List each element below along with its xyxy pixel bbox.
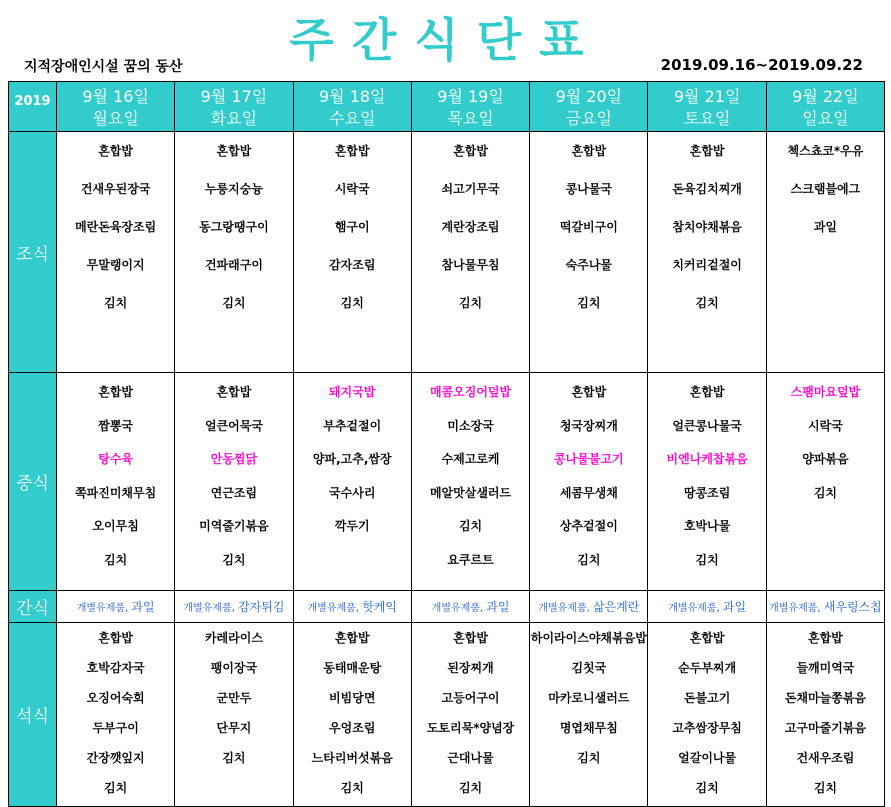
snack-prefix: 개별유제품, (668, 603, 720, 614)
lunch-row (9, 373, 885, 591)
menu-item: 돼지국밥 (329, 385, 376, 399)
menu-item: 스크램블에그 (790, 182, 861, 196)
dinner-cell (411, 623, 529, 807)
menu-item: 김치 (222, 296, 246, 310)
lunch-cell (293, 373, 411, 591)
menu-item: 혼합밥 (453, 631, 488, 645)
menu-item: 메알맛살샐러드 (429, 485, 512, 500)
menu-item: 김치 (340, 781, 364, 795)
breakfast-cell (766, 132, 884, 373)
snack-prefix: 개별유제품, (183, 603, 235, 614)
day-date: 9월 16일 (82, 86, 149, 106)
menu-item: 오징어숙회 (86, 691, 145, 705)
day-of-week: 목요일 (447, 108, 494, 128)
day-header (766, 82, 884, 132)
menu-item: 김치 (813, 485, 838, 500)
menu-item: 혼합밥 (571, 144, 607, 158)
menu-item: 참나물무침 (441, 258, 500, 272)
day-date: 9월 17일 (200, 86, 268, 106)
day-header (648, 82, 766, 132)
menu-item: 근대나물 (447, 751, 494, 765)
day-date: 9월 21일 (673, 86, 741, 106)
day-date: 9월 20일 (555, 86, 623, 106)
menu-item: 명엽채무침 (559, 721, 618, 735)
snack-cell (648, 591, 766, 623)
menu-item: 김치 (340, 296, 364, 310)
menu-item: 호박감자국 (86, 661, 145, 675)
menu-item: 시락국 (334, 182, 370, 196)
day-header (293, 82, 411, 132)
menu-item: 김치 (813, 781, 838, 795)
dinner-cell (293, 623, 411, 807)
lunch-cell (175, 373, 293, 591)
meal-label-breakfast: 조식 (9, 132, 57, 373)
menu-item: 청국장찌개 (559, 418, 618, 433)
menu-item: 건새우된장국 (80, 182, 151, 196)
day-date: 9월 19일 (437, 86, 504, 106)
menu-item: 건새우조림 (796, 751, 855, 765)
breakfast-cell (530, 132, 648, 373)
page-title: 주간식단표 (289, 13, 602, 67)
snack-cell (293, 591, 411, 623)
day-date: 9월 18일 (318, 86, 386, 106)
menu-item: 건파래구이 (204, 258, 263, 272)
menu-item: 김치 (104, 296, 128, 310)
menu-item: 쇠고기무국 (441, 182, 500, 196)
day-header (57, 82, 175, 132)
menu-item: 김치 (695, 552, 719, 567)
menu-item: 간장깻잎지 (86, 751, 145, 765)
day-of-week: 월요일 (92, 108, 139, 128)
menu-item: 땅콩조림 (683, 485, 731, 500)
menu-item: 김치 (458, 519, 483, 533)
breakfast-row (9, 132, 885, 373)
menu-item: 탕수육 (98, 452, 134, 466)
menu-item: 감자조림 (329, 258, 376, 272)
menu-item: 계란장조림 (441, 220, 500, 234)
menu-item: 호박나물 (683, 519, 731, 533)
menu-item: 김치 (577, 552, 601, 567)
menu-item: 콩나물불고기 (554, 452, 624, 466)
menu-item: 혼합밥 (216, 385, 252, 399)
menu-item: 햄구이 (334, 220, 370, 234)
menu-item: 얼큰어묵국 (204, 418, 263, 433)
breakfast-cell (411, 132, 529, 373)
menu-item: 혼합밥 (689, 631, 725, 645)
menu-item: 누룽지숭늉 (204, 182, 263, 196)
menu-item: 혼합밥 (98, 385, 134, 399)
menu-item: 돈불고기 (683, 691, 731, 705)
day-header (175, 82, 293, 132)
snack-item: 과일 (722, 600, 747, 614)
menu-item: 하이라이스야채볶음밥 (530, 631, 647, 645)
menu-item: 부추겉절이 (323, 418, 382, 433)
snack-row (9, 591, 885, 623)
menu-item: 동태매운탕 (323, 661, 382, 675)
menu-item: 요쿠르트 (447, 552, 494, 567)
weekly-menu-table (8, 81, 885, 807)
menu-item: 팽이장국 (210, 661, 258, 675)
menu-item: 비엔나케찹볶음 (666, 452, 748, 466)
day-of-week: 화요일 (210, 108, 258, 128)
menu-item: 비빔당면 (329, 691, 376, 705)
menu-item: 짬뽕국 (98, 418, 134, 433)
snack-item: 감자튀김 (238, 600, 285, 614)
menu-item: 김치 (695, 781, 719, 795)
menu-item: 첵스쵸코*우유 (787, 144, 864, 158)
menu-item: 혼합밥 (216, 144, 252, 158)
breakfast-cell (175, 132, 293, 373)
menu-item: 들깨미역국 (796, 661, 855, 675)
menu-item: 돈육김치찌개 (672, 182, 742, 196)
menu-item: 돈채마늘쫑볶음 (784, 691, 866, 705)
menu-item: 혼합밥 (689, 144, 725, 158)
menu-item: 양파,고추,쌈장 (312, 452, 392, 466)
snack-prefix: 개별유제품, (431, 603, 484, 614)
menu-item: 김치 (458, 296, 483, 310)
menu-item: 김치 (577, 296, 601, 310)
menu-item: 김치 (222, 751, 246, 765)
organization-name: 지적장애인시설 꿈의 동산 (24, 59, 183, 75)
menu-item: 동그랑땡구이 (199, 220, 269, 234)
menu-item: 상추겉절이 (559, 519, 618, 533)
menu-item: 숙주나물 (565, 258, 613, 272)
lunch-cell (766, 373, 884, 591)
breakfast-cell (293, 132, 411, 373)
menu-item: 김치 (458, 781, 483, 795)
day-of-week: 금요일 (565, 108, 613, 128)
menu-item: 과일 (813, 220, 838, 234)
snack-cell (411, 591, 529, 623)
menu-item: 고구마줄기볶음 (784, 721, 866, 735)
snack-cell (766, 591, 884, 623)
menu-item: 김치 (695, 296, 719, 310)
menu-item: 세콤무생채 (559, 485, 618, 500)
snack-prefix: 개별유제품, (76, 603, 129, 614)
menu-item: 우엉조림 (329, 721, 376, 735)
menu-item: 카레라이스 (204, 631, 263, 645)
snack-cell (57, 591, 175, 623)
menu-item: 고등어구이 (441, 691, 500, 705)
menu-item: 연근조림 (210, 485, 258, 500)
menu-item: 혼합밥 (453, 144, 488, 158)
dinner-row (9, 623, 885, 807)
dinner-cell (530, 623, 648, 807)
menu-item: 참치야채볶음 (672, 220, 742, 234)
menu-item: 수제고로케 (441, 452, 500, 466)
menu-item: 혼합밥 (689, 385, 725, 399)
meal-label-lunch: 중식 (9, 373, 57, 591)
day-of-week: 수요일 (329, 108, 376, 128)
day-header (411, 82, 529, 132)
menu-item: 콩나물국 (565, 182, 613, 196)
menu-item: 된장찌개 (447, 661, 494, 675)
menu-item: 쪽파진미채무침 (75, 485, 157, 500)
menu-item: 혼합밥 (98, 631, 134, 645)
menu-item: 혼합밥 (808, 631, 843, 645)
menu-item: 메란돈육장조림 (75, 220, 157, 234)
snack-item: 삶은계란 (592, 600, 640, 614)
dinner-cell (57, 623, 175, 807)
snack-item: 새우링스칩 (823, 600, 882, 614)
lunch-cell (411, 373, 529, 591)
dinner-cell (766, 623, 884, 807)
menu-item: 얼갈이나물 (678, 751, 737, 765)
menu-item: 마카로니샐러드 (548, 691, 630, 705)
menu-item: 혼합밥 (334, 144, 370, 158)
menu-item: 미역줄기볶음 (199, 519, 269, 533)
menu-item: 국수사리 (329, 485, 376, 500)
menu-item: 단무지 (216, 721, 252, 735)
menu-item: 스팸마요덮밥 (790, 385, 861, 399)
date-range: 2019.09.16~2019.09.22 (660, 56, 863, 74)
menu-item: 매콤오징어덮밥 (429, 385, 512, 399)
day-header (530, 82, 648, 132)
snack-cell (175, 591, 293, 623)
meal-label-dinner: 석식 (9, 623, 57, 807)
menu-item: 얼큰콩나물국 (672, 418, 742, 433)
lunch-cell (57, 373, 175, 591)
lunch-cell (648, 373, 766, 591)
menu-item: 떡갈비구이 (559, 220, 618, 234)
snack-cell (530, 591, 648, 623)
menu-item: 도토리묵*양념장 (426, 721, 515, 735)
menu-item: 무말랭이지 (86, 258, 145, 272)
menu-item: 김치 (577, 751, 601, 765)
dinner-cell (175, 623, 293, 807)
snack-prefix: 개별유제품, (307, 603, 359, 614)
menu-item: 김치 (104, 781, 128, 795)
menu-item: 양파볶음 (802, 452, 849, 466)
menu-item: 오이무침 (92, 519, 139, 533)
year-cell: 2019 (9, 82, 57, 132)
header-row (9, 82, 885, 132)
menu-item: 시락국 (808, 418, 843, 433)
meal-label-snack: 간식 (9, 591, 57, 623)
menu-item: 순두부찌개 (678, 661, 737, 675)
breakfast-cell (57, 132, 175, 373)
menu-item: 깍두기 (334, 519, 370, 533)
menu-item: 혼합밥 (98, 144, 134, 158)
snack-item: 핫케익 (362, 600, 397, 614)
snack-prefix: 개별유제품, (538, 603, 590, 614)
day-of-week: 토요일 (683, 108, 731, 128)
menu-item: 김치 (104, 552, 128, 567)
snack-prefix: 개별유제품, (769, 603, 821, 614)
menu-item: 안동찜닭 (210, 452, 258, 466)
menu-item: 미소장국 (447, 418, 494, 433)
menu-item: 두부구이 (92, 721, 139, 735)
dinner-cell (648, 623, 766, 807)
breakfast-cell (648, 132, 766, 373)
menu-item: 김치 (222, 552, 246, 567)
menu-item: 혼합밥 (334, 631, 370, 645)
menu-item: 느타리버섯볶음 (311, 751, 393, 765)
menu-item: 혼합밥 (571, 385, 607, 399)
snack-item: 과일 (131, 600, 155, 614)
menu-item: 고추쌈장무침 (672, 721, 742, 735)
menu-item: 군만두 (216, 691, 252, 705)
menu-item: 치커리겉절이 (672, 258, 742, 272)
lunch-cell (530, 373, 648, 591)
snack-item: 과일 (486, 600, 510, 614)
day-date: 9월 22일 (792, 86, 859, 106)
menu-item: 김칫국 (571, 661, 607, 675)
day-of-week: 일요일 (802, 108, 849, 128)
